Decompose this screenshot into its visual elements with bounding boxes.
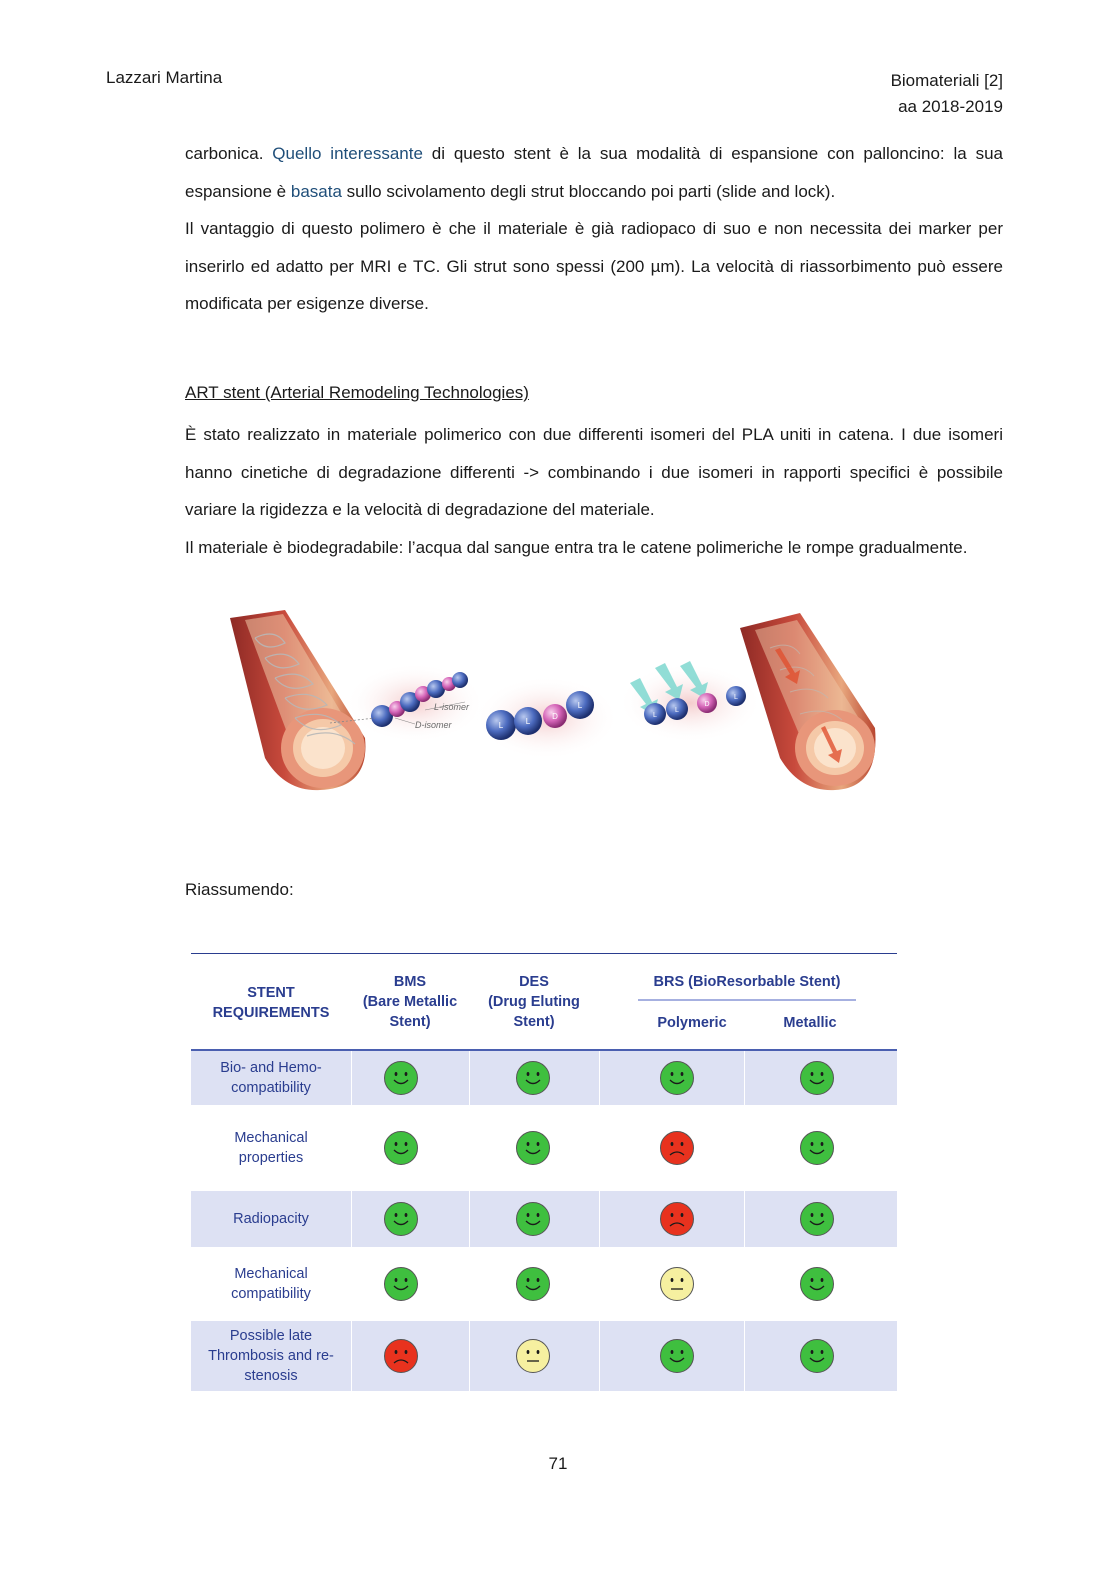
good-face-icon <box>515 1201 551 1237</box>
paragraph1-after: sullo scivolamento degli strut bloccando poi parti (slide and lock). <box>341 181 836 201</box>
table-row <box>191 1247 897 1321</box>
row-label-line: Possible late <box>229 1328 313 1344</box>
header-brs-underline <box>638 999 856 1001</box>
paragraph1-middle: di questo stent è la sua modalità di espansione con palloncino: la sua espansione è <box>185 144 1003 201</box>
body-text-art <box>185 416 1003 566</box>
bead-label: L <box>525 717 531 726</box>
header-requirements-line: REQUIREMENTS <box>212 1005 330 1021</box>
header-course-info <box>891 68 1003 120</box>
bad-face-icon <box>659 1201 695 1237</box>
table-row <box>191 1321 897 1391</box>
bead-label: D <box>704 701 710 708</box>
header-des-line: (Drug Eluting <box>488 994 580 1010</box>
good-face-icon <box>383 1130 419 1166</box>
highlight-based: basata <box>290 181 342 201</box>
section-title: ART stent (Arterial Remodeling Technologies) <box>185 383 529 402</box>
table-header <box>191 953 897 1050</box>
column-separator <box>351 1051 352 1105</box>
column-separator <box>744 1321 745 1391</box>
row-label-line: stenosis <box>244 1368 298 1384</box>
neutral-face-icon <box>659 1266 695 1302</box>
bead-label: L <box>675 707 679 714</box>
header-des-line: Stent) <box>513 1014 555 1030</box>
column-separator <box>469 1191 470 1247</box>
bead-label: L <box>734 694 738 701</box>
good-face-icon <box>383 1266 419 1302</box>
bead-label: L <box>498 721 504 730</box>
header-bms-line: Stent) <box>389 1014 431 1030</box>
row-label-line: compatibility <box>231 1286 311 1302</box>
good-face-icon <box>799 1130 835 1166</box>
table-row <box>191 1051 897 1105</box>
good-face-icon <box>659 1338 695 1374</box>
paragraph-expansion <box>185 135 1003 210</box>
header-requirements <box>191 983 351 1023</box>
good-face-icon <box>799 1266 835 1302</box>
bad-face-icon <box>383 1338 419 1374</box>
good-face-icon <box>515 1130 551 1166</box>
column-separator <box>744 1191 745 1247</box>
column-separator <box>599 1051 600 1105</box>
row-label <box>191 1209 351 1229</box>
row-label-line: Thrombosis and re- <box>208 1348 334 1364</box>
header-requirements-line: STENT <box>247 985 295 1001</box>
paragraph-art-description: È stato realizzato in materiale polimerico con due differenti isomeri del PLA uniti in catena. I due isomeri hanno cinetiche di degradazione differenti -> combinando i due isomeri in rapporti specifici è possibile variare la rigidezza e la velocità di degradazione del materiale. <box>185 425 1003 519</box>
good-face-icon <box>515 1060 551 1096</box>
column-separator <box>351 1321 352 1391</box>
header-bms-line: (Bare Metallic <box>362 994 458 1010</box>
row-label-line: Bio- and Hemo- <box>220 1060 322 1076</box>
bead-label: D <box>552 712 558 721</box>
page-number: 71 <box>548 1454 568 1473</box>
header-year: aa 2018-2019 <box>898 97 1003 116</box>
body-text-top <box>185 135 1003 323</box>
bad-face-icon <box>659 1130 695 1166</box>
header-author: Lazzari Martina <box>106 68 223 87</box>
header-course: Biomateriali [2] <box>890 71 1003 90</box>
bead-label: L <box>653 712 657 719</box>
summary-label: Riassumendo: <box>185 880 294 899</box>
left-vessel-image <box>230 610 365 790</box>
column-separator <box>469 1051 470 1105</box>
good-face-icon <box>659 1060 695 1096</box>
header-des <box>469 972 599 1032</box>
column-separator <box>599 1191 600 1247</box>
row-label <box>191 1264 351 1304</box>
label-d-isomer: D-isomer <box>415 720 452 730</box>
header-brs: BRS (BioResorbable Stent) <box>653 974 841 990</box>
column-separator <box>599 1321 600 1391</box>
header-bms <box>351 972 469 1032</box>
header-polymeric: Polymeric <box>657 1015 727 1031</box>
row-label <box>191 1326 351 1386</box>
stent-degradation-figure <box>225 608 890 798</box>
good-face-icon <box>799 1060 835 1096</box>
paragraph1-before: carbonica. <box>185 144 273 163</box>
row-label-line: Mechanical <box>234 1130 308 1146</box>
header-bms-line: BMS <box>393 974 427 990</box>
good-face-icon <box>799 1338 835 1374</box>
table-row <box>191 1105 897 1191</box>
row-label-line: Mechanical <box>234 1266 308 1282</box>
row-label-line: compatibility <box>231 1080 311 1096</box>
neutral-face-icon <box>515 1338 551 1374</box>
highlight-interesting: Quello interessante <box>272 144 423 163</box>
label-l-isomer: L-isomer <box>434 702 470 712</box>
row-label <box>191 1128 351 1168</box>
good-face-icon <box>383 1201 419 1237</box>
good-face-icon <box>515 1266 551 1302</box>
paragraph-advantage: Il vantaggio di questo polimero è che il materiale è già radiopaco di suo e non necessita dei marker per inserirlo ed adatto per MRI e TC. Gli strut sono spessi (200 µm). La velocità di riassorbimento può essere modificata per esigenze diverse. <box>185 219 1003 313</box>
column-separator <box>469 1321 470 1391</box>
header-metallic: Metallic <box>783 1015 837 1031</box>
row-label-line: Radiopacity <box>233 1211 309 1227</box>
good-face-icon <box>383 1060 419 1096</box>
header-des-line: DES <box>519 974 549 990</box>
row-label <box>191 1058 351 1098</box>
good-face-icon <box>799 1201 835 1237</box>
table-row <box>191 1191 897 1247</box>
column-separator <box>744 1051 745 1105</box>
bead-label: L <box>577 701 583 710</box>
paragraph-biodegradable: Il materiale è biodegradabile: l’acqua dal sangue entra tra le catene polimeriche le rompe gradualmente. <box>185 537 968 557</box>
row-label-line: properties <box>238 1150 304 1166</box>
column-separator <box>351 1191 352 1247</box>
